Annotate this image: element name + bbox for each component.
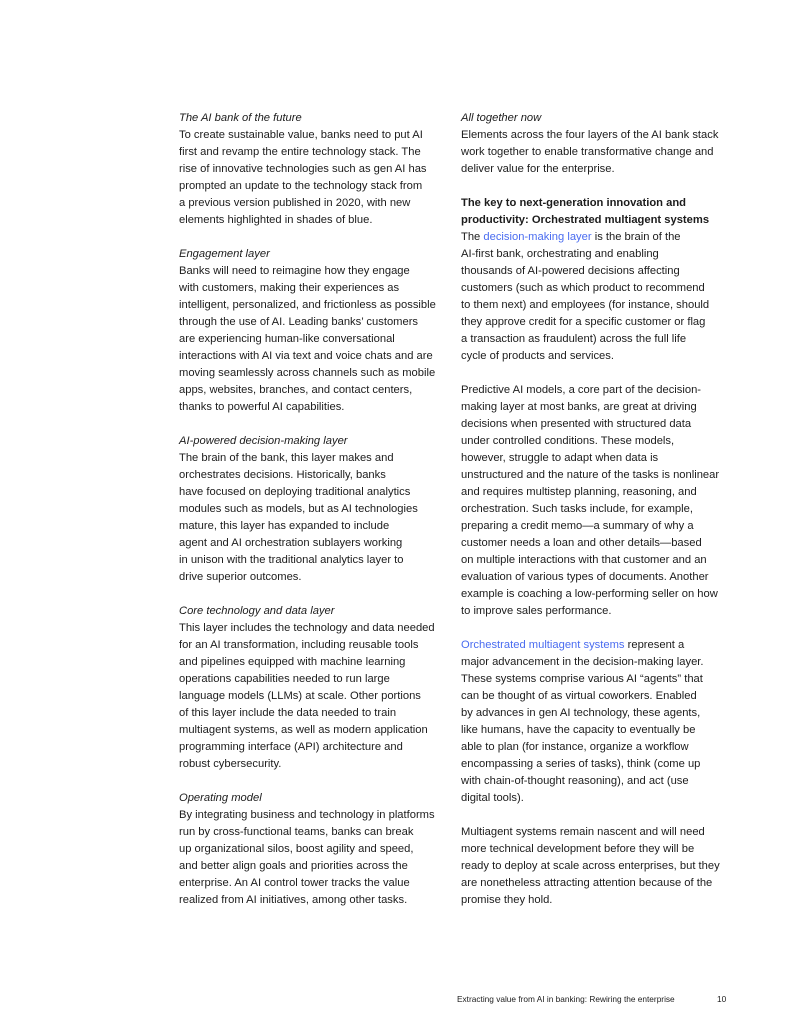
body-line: are experiencing human-like conversational xyxy=(179,333,395,345)
orchestrated-multiagent-systems-link[interactable]: Orchestrated multiagent systems xyxy=(461,639,625,651)
body-line: The brain of the bank, this layer makes and xyxy=(179,452,394,464)
body-line: in unison with the traditional analytics layer to xyxy=(179,554,404,566)
page-number: 10 xyxy=(717,994,727,1004)
body-line: Banks will need to reimagine how they engage xyxy=(179,265,410,277)
body-line: with customers, making their experiences as xyxy=(179,282,400,294)
decision-making-layer-link[interactable]: decision-making layer xyxy=(483,231,592,243)
body-line: multiagent systems, as well as modern application xyxy=(179,724,428,736)
section-heading-decision-layer: AI-powered decision-making layer xyxy=(179,435,348,447)
right-column xyxy=(461,110,757,909)
section-heading-all-together: All together now xyxy=(461,112,542,124)
body-line: a transaction as fraudulent) across the full life xyxy=(461,333,687,345)
footer-title: Extracting value from AI in banking: Rewiring the enterprise xyxy=(457,994,675,1004)
body-line: rise of innovative technologies such as gen AI has xyxy=(179,163,427,175)
section-heading-core-technology: Core technology and data layer xyxy=(179,605,335,617)
body-line: for an AI transformation, including reusable tools xyxy=(179,639,419,651)
body-line: and pipelines equipped with machine learning xyxy=(179,656,406,668)
body-line: By integrating business and technology in platforms xyxy=(179,809,435,821)
body-line: enterprise. An AI control tower tracks the value xyxy=(179,877,410,889)
body-line: able to plan (for instance, organize a workflow xyxy=(461,741,689,753)
body-line: Multiagent systems remain nascent and will need xyxy=(461,826,705,838)
section-heading-ai-bank: The AI bank of the future xyxy=(179,112,302,124)
body-line: apps, websites, branches, and contact centers, xyxy=(179,384,413,396)
body-line: To create sustainable value, banks need to put AI xyxy=(179,129,423,141)
key-heading-line-1: The key to next-generation innovation and xyxy=(461,197,687,209)
body-line: customer needs a loan and other details—based xyxy=(461,537,702,549)
body-line: and requires multistep planning, reasoning, and xyxy=(461,486,697,498)
body-line: ready to deploy at scale across enterprises, but they xyxy=(461,860,720,872)
body-line: they approve credit for a specific customer or flag xyxy=(461,316,706,328)
body-line: on multiple interactions with that customer and an xyxy=(461,554,707,566)
body-line: have focused on deploying traditional analytics xyxy=(179,486,411,498)
paragraph-gap xyxy=(179,416,447,433)
paragraph-gap xyxy=(461,620,757,637)
body-line: agent and AI orchestration sublayers working xyxy=(179,537,403,549)
body-line: intelligent, personalized, and frictionless as possible xyxy=(179,299,436,311)
body-line: more technical development before they will be xyxy=(461,843,695,855)
body-line: example is coaching a low-performing seller on how xyxy=(461,588,718,600)
body-line: orchestrates decisions. Historically, banks xyxy=(179,469,386,481)
body-line: programming interface (API) architecture and xyxy=(179,741,403,753)
body-line: run by cross-functional teams, banks can break xyxy=(179,826,414,838)
paragraph-gap xyxy=(179,773,447,790)
body-line: like humans, have the capacity to eventually be xyxy=(461,724,696,736)
body-line: interactions with AI via text and voice chats and are xyxy=(179,350,433,362)
section-heading-operating-model: Operating model xyxy=(179,792,262,804)
body-line: digital tools). xyxy=(461,792,524,804)
body-line: cycle of products and services. xyxy=(461,350,614,362)
body-line: prompted an update to the technology stack from xyxy=(179,180,423,192)
body-line: orchestration. Such tasks include, for example, xyxy=(461,503,693,515)
body-line: drive superior outcomes. xyxy=(179,571,302,583)
body-text: is the brain of the xyxy=(591,231,681,243)
paragraph-gap xyxy=(461,807,757,824)
body-line: however, struggle to adapt when data is xyxy=(461,452,659,464)
body-text: represent a xyxy=(624,639,685,651)
body-line: to them next) and employees (for instance, should xyxy=(461,299,710,311)
body-line: thanks to powerful AI capabilities. xyxy=(179,401,345,413)
body-line: robust cybersecurity. xyxy=(179,758,282,770)
body-line: AI-first bank, orchestrating and enabling xyxy=(461,248,659,260)
body-line: deliver value for the enterprise. xyxy=(461,163,615,175)
body-line: Predictive AI models, a core part of the decision- xyxy=(461,384,702,396)
page-footer xyxy=(457,993,737,1005)
body-line-with-link xyxy=(461,637,757,654)
body-line: unstructured and the nature of the tasks is nonlinear xyxy=(461,469,720,481)
body-line: can be thought of as virtual coworkers. Enabled xyxy=(461,690,697,702)
key-heading-line-2: productivity: Orchestrated multiagent systems xyxy=(461,214,710,226)
body-line: through the use of AI. Leading banks’ customers xyxy=(179,316,419,328)
body-line: This layer includes the technology and data needed xyxy=(179,622,435,634)
body-line: a previous version published in 2020, with new xyxy=(179,197,411,209)
body-line-with-link xyxy=(461,229,757,246)
body-line: with chain-of-thought reasoning), and act (use xyxy=(461,775,689,787)
body-line: operations capabilities needed to run large xyxy=(179,673,390,685)
body-text: The xyxy=(461,231,484,243)
body-line: by advances in gen AI technology, these agents, xyxy=(461,707,701,719)
body-line: to improve sales performance. xyxy=(461,605,612,617)
body-line: evaluation of various types of documents. Another xyxy=(461,571,709,583)
body-line: Elements across the four layers of the AI bank stack xyxy=(461,129,719,141)
paragraph-gap xyxy=(179,229,447,246)
body-line: preparing a credit memo—a summary of why a xyxy=(461,520,694,532)
body-line: of this layer include the data needed to train xyxy=(179,707,397,719)
paragraph-gap xyxy=(179,586,447,603)
body-line: are nonetheless attracting attention because of the xyxy=(461,877,713,889)
body-line: These systems comprise various AI “agents” that xyxy=(461,673,703,685)
body-line: customers (such as which product to recommend xyxy=(461,282,705,294)
body-line: and better align goals and priorities across the xyxy=(179,860,408,872)
body-line: thousands of AI-powered decisions affecting xyxy=(461,265,680,277)
paragraph-gap xyxy=(461,178,757,195)
body-line: mature, this layer has expanded to include xyxy=(179,520,390,532)
body-line: work together to enable transformative change and xyxy=(461,146,714,158)
body-line: language models (LLMs) at scale. Other portions xyxy=(179,690,421,702)
body-line: first and revamp the entire technology stack. The xyxy=(179,146,421,158)
body-line: decisions when presented with structured data xyxy=(461,418,692,430)
body-line: major advancement in the decision-making layer. xyxy=(461,656,704,668)
left-column xyxy=(179,110,447,909)
body-line: under controlled conditions. These models, xyxy=(461,435,675,447)
body-line: making layer at most banks, are great at driving xyxy=(461,401,697,413)
paragraph-gap xyxy=(461,365,757,382)
body-line: modules such as models, but as AI technologies xyxy=(179,503,418,515)
body-line: promise they hold. xyxy=(461,894,553,906)
body-line: elements highlighted in shades of blue. xyxy=(179,214,373,226)
body-line: encompassing a series of tasks), think (come up xyxy=(461,758,701,770)
body-line: realized from AI initiatives, among other tasks. xyxy=(179,894,408,906)
body-line: moving seamlessly across channels such as mobile xyxy=(179,367,436,379)
body-line: up organizational silos, boost agility and speed, xyxy=(179,843,414,855)
section-heading-engagement: Engagement layer xyxy=(179,248,270,260)
